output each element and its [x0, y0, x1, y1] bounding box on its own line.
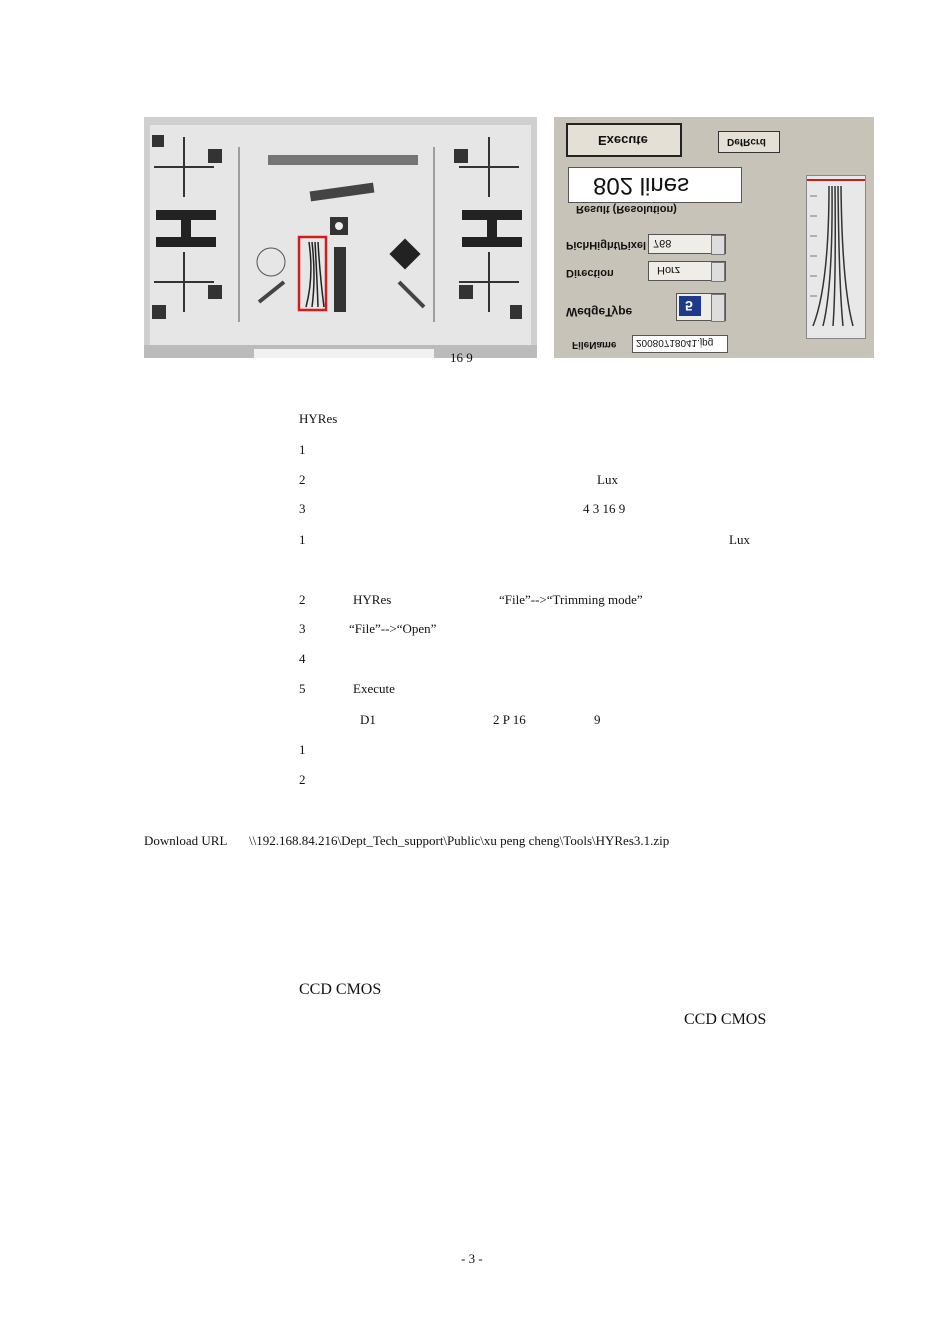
- default-record-label: DefRcrd: [727, 136, 766, 147]
- line-2-num: 2: [299, 472, 306, 487]
- download-url-label: Download URL: [144, 833, 228, 848]
- default-record-button[interactable]: [718, 131, 780, 153]
- result-label: Result (Resolution): [576, 203, 677, 215]
- result-value: 802 lines: [593, 172, 690, 199]
- step-5-execute: Execute: [353, 681, 395, 696]
- pitch-label: PichHight/Pixel: [566, 239, 647, 251]
- wedge-type-label: WedgeType: [566, 305, 633, 319]
- step-3-menu-path: “File”-->“Open”: [349, 621, 437, 636]
- wedge-dropdown-arrow-icon[interactable]: [711, 294, 725, 322]
- direction-select[interactable]: [648, 261, 726, 281]
- section-right-text: CCD CMOS: [684, 1011, 767, 1028]
- section-heading: CCD CMOS: [299, 981, 382, 998]
- note-d1: D1: [360, 712, 376, 727]
- note-1-num: 1: [299, 742, 306, 757]
- line-3-ratios: 4 3 16 9: [583, 501, 626, 516]
- step-5-num: 5: [299, 681, 306, 696]
- pitch-value: 768: [653, 237, 672, 249]
- wedge-type-value: 5: [685, 298, 693, 314]
- result-display: [568, 167, 742, 203]
- direction-dropdown-arrow-icon[interactable]: [711, 262, 725, 282]
- figure-caption: 16 9: [450, 350, 473, 365]
- hyres-software-panel: [554, 117, 874, 358]
- filename-value: 20080718041.jpg: [636, 337, 714, 348]
- step-1-num: 1: [299, 532, 306, 547]
- step-2-num: 2: [299, 592, 306, 607]
- note-2p16: 2 P 16: [493, 712, 526, 727]
- execute-button[interactable]: [566, 123, 682, 157]
- step-2-menu-path: “File”-->“Trimming mode”: [499, 592, 643, 607]
- step-4-num: 4: [299, 651, 306, 666]
- filename-field[interactable]: [632, 335, 728, 353]
- step-1-lux: Lux: [729, 532, 750, 547]
- execute-button-label: Execute: [598, 133, 648, 148]
- wedge-preview: [806, 175, 866, 339]
- download-url-path[interactable]: \\192.168.84.216\Dept_Tech_support\Public\xu peng cheng\Tools\HYRes3.1.zip: [249, 833, 670, 848]
- pitch-dropdown-arrow-icon[interactable]: [711, 235, 725, 255]
- line-2-lux: Lux: [597, 472, 618, 487]
- wedge-type-select[interactable]: [676, 293, 726, 321]
- line-3-num: 3: [299, 501, 306, 516]
- direction-value: Horz: [657, 264, 681, 276]
- note-2-num: 2: [299, 772, 306, 787]
- resolution-chart-photo: [144, 117, 537, 358]
- filename-label: FileName: [572, 339, 617, 350]
- step-3-num: 3: [299, 621, 306, 636]
- line-1-num: 1: [299, 442, 306, 457]
- chart-illustration: [144, 117, 537, 358]
- pitch-select[interactable]: [648, 234, 726, 254]
- line-hyres: HYRes: [299, 411, 338, 426]
- note-9: 9: [594, 712, 601, 727]
- direction-label: Direction: [566, 267, 614, 279]
- step-2-hyres: HYRes: [353, 592, 392, 607]
- wedge-preview-graphic: [807, 176, 865, 338]
- page-number: - 3 -: [461, 1251, 483, 1266]
